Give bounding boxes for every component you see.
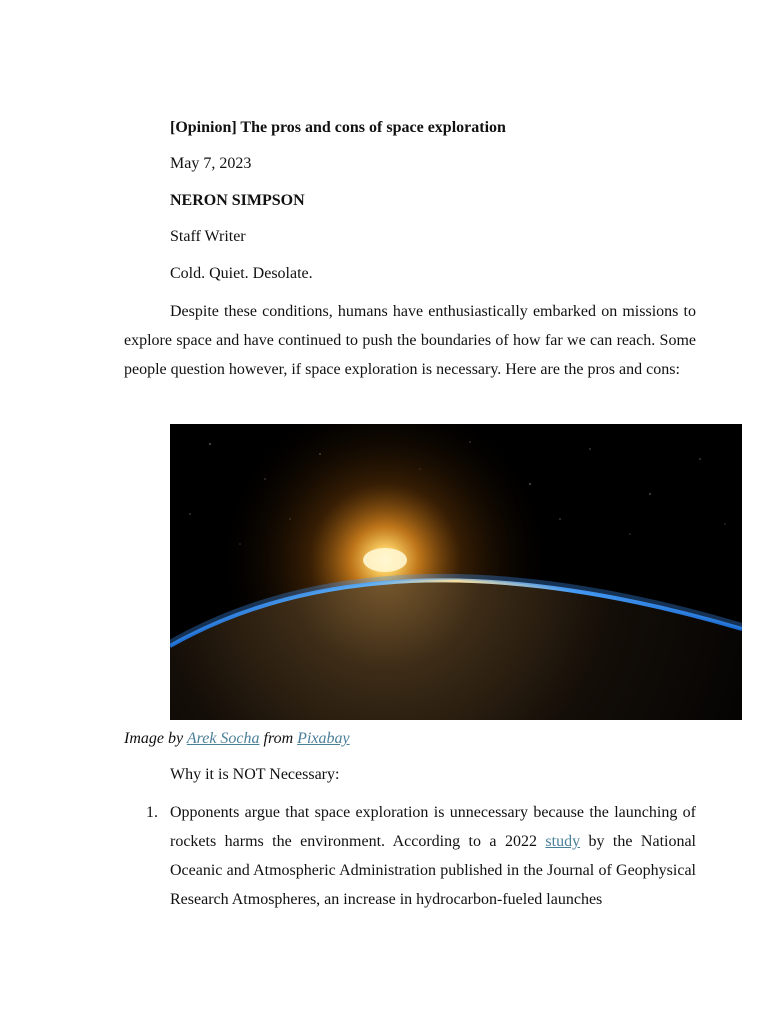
article-title: [Opinion] The pros and cons of space exploration [170,119,506,136]
pixabay-link[interactable]: Pixabay [297,730,350,747]
study-link[interactable]: study [545,833,581,850]
list-item-text [170,798,696,914]
reasons-list [124,798,696,914]
caption-mid: from [263,730,294,747]
list-item-text-before: Opponents argue that space exploration is unnecessary because the launching of rockets harms the environment. According to a 2022 [170,804,696,850]
list-item-number: 1. [146,804,158,821]
article-date: May 7, 2023 [170,155,252,172]
earth-sunrise-image [170,424,742,720]
list-item-text-after: by the National Oceanic and Atmospheric Administration published in the Journal of Geophysical Research Atmospheres, an increase in hydrocarbon-fueled launches [170,833,697,908]
author-name: NERON SIMPSON [170,192,305,209]
author-link[interactable]: Arek Socha [186,730,260,747]
intro-paragraph: Despite these conditions, humans have enthusiastically embarked on missions to explore space and have continued to push the boundaries of how far we can reach. Some people question however, if space exploration is necessary. Here are the pros and cons: [124,303,696,378]
caption-prefix: Image by [124,730,184,747]
author-role: Staff Writer [170,228,246,245]
section-heading: Why it is NOT Necessary: [170,766,340,783]
image-caption [124,729,350,749]
earth-sunrise-photo [170,424,742,720]
tagline: Cold. Quiet. Desolate. [170,265,313,282]
